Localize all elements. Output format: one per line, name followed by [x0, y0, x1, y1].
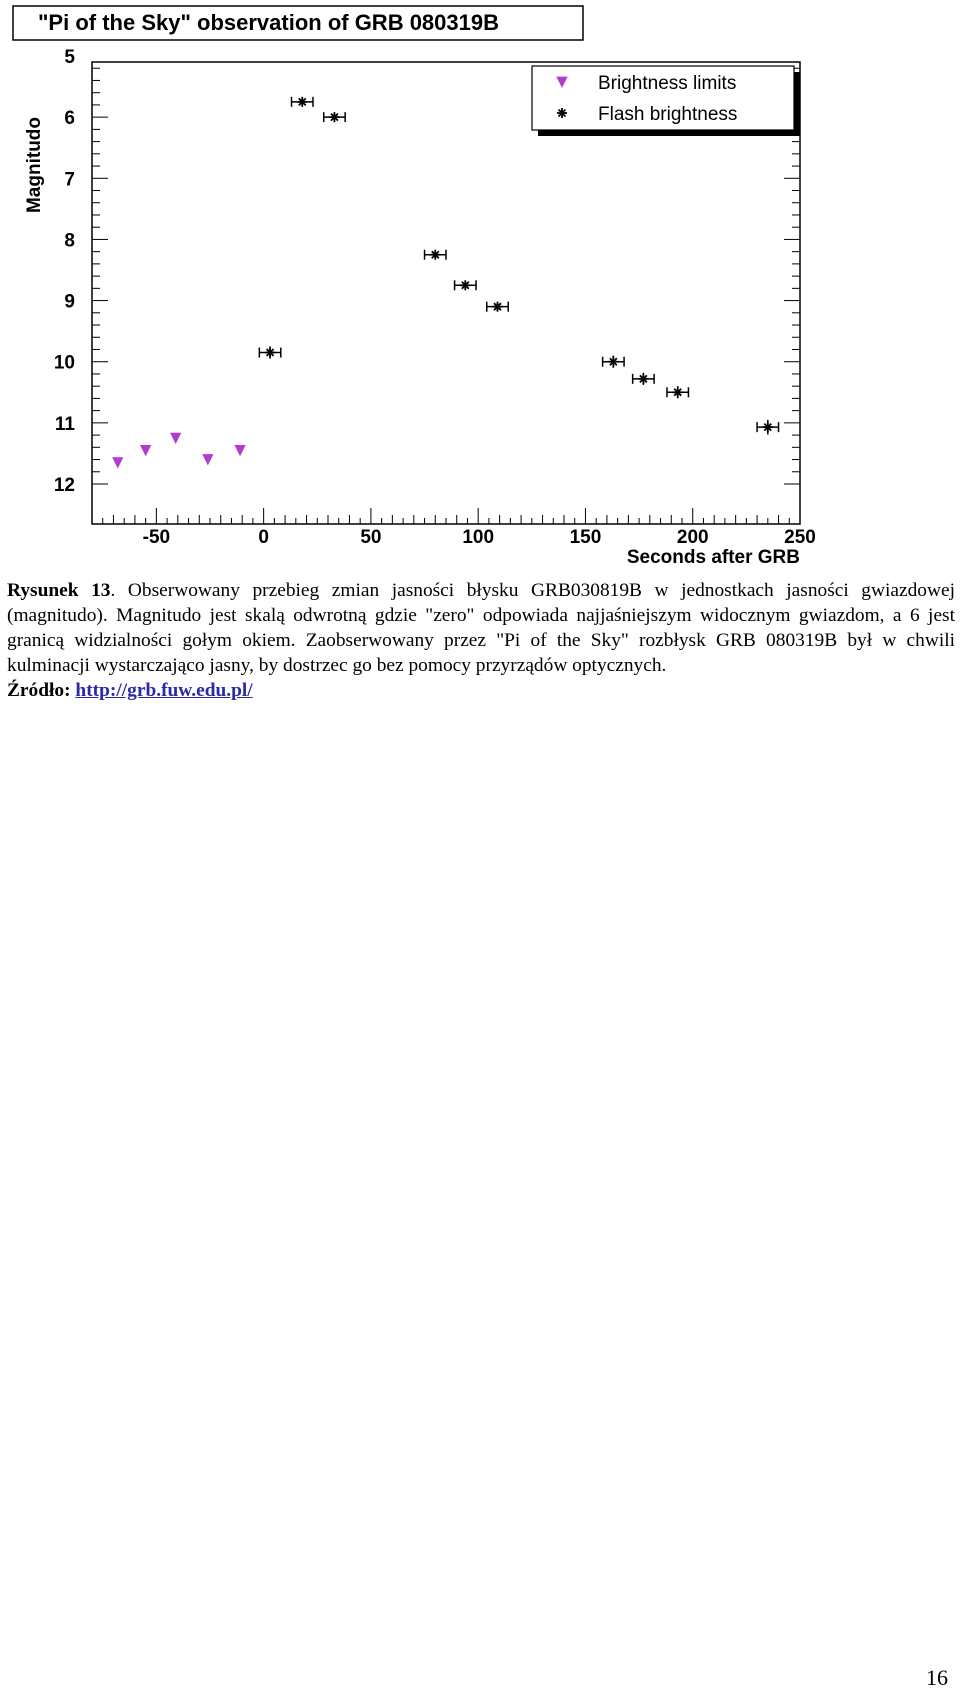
flash-brightness-marker — [638, 374, 648, 384]
source-link[interactable]: http://grb.fuw.edu.pl/ — [75, 680, 253, 701]
y-tick-label: 5 — [64, 47, 75, 68]
flash-brightness-marker — [265, 348, 275, 358]
y-axis-label: Magnitudo — [24, 116, 45, 214]
flash-brightness-marker — [673, 387, 683, 397]
legend — [532, 66, 800, 136]
y-tick-label: 11 — [54, 413, 75, 435]
page-number: 16 — [926, 1665, 948, 1690]
chart — [0, 0, 820, 570]
legend-marker-flash-brightness — [557, 108, 567, 118]
x-axis-label: Seconds after GRB — [626, 547, 800, 568]
chart-title: "Pi of the Sky" observation of GRB 080319B — [38, 10, 499, 35]
legend-label-flash-brightness: Flash brightness — [598, 104, 738, 125]
legend-label-brightness-limits: Brightness limits — [598, 73, 737, 94]
caption-text: . Obserwowany przebieg zmian jasności błysku GRB030819B w jednostkach jasności gwiazdowej (magnitudo). Magnitudo jest skalą odwrotną gdzie "zero" odpowiada najjaśniejszym widocznym gwiazdom, a 6 jest granicą widzialności gołym okiem. Zaobserwowany przez "Pi of the Sky" rozbłysk GRB 080319B był w chwili kulminacji wystarczająco jasny, by dostrzec go bez pomocy przyrządów optycznych. — [7, 580, 955, 676]
y-tick-label: 9 — [64, 291, 75, 313]
x-tick-label: 200 — [676, 527, 709, 548]
flash-brightness-marker — [608, 357, 618, 367]
legend-asterisk — [557, 108, 567, 118]
y-tick-label: 7 — [64, 169, 75, 191]
x-tick-labels — [143, 527, 816, 548]
flash-brightness-marker — [492, 302, 502, 312]
flash-brightness-marker — [297, 97, 307, 107]
x-tick-label: -50 — [142, 527, 171, 548]
y-tick-label: 6 — [64, 108, 75, 130]
x-tick-label: 100 — [462, 527, 495, 548]
flash-brightness-marker — [329, 112, 339, 122]
y-tick-labels — [54, 47, 76, 496]
figure-caption — [7, 578, 955, 703]
y-tick-label: 8 — [64, 230, 75, 252]
flash-brightness-marker — [460, 280, 470, 290]
flash-brightness-marker — [430, 250, 440, 260]
y-tick-label: 10 — [53, 352, 75, 374]
x-tick-label: 0 — [258, 527, 269, 548]
caption-label: Rysunek 13 — [7, 580, 111, 601]
x-tick-label: 150 — [569, 527, 602, 548]
x-tick-label: 250 — [784, 527, 816, 548]
flash-brightness-marker — [763, 422, 773, 432]
y-tick-label: 12 — [53, 475, 75, 496]
x-tick-label: 50 — [360, 527, 382, 548]
source-label: Źródło: — [7, 680, 71, 701]
